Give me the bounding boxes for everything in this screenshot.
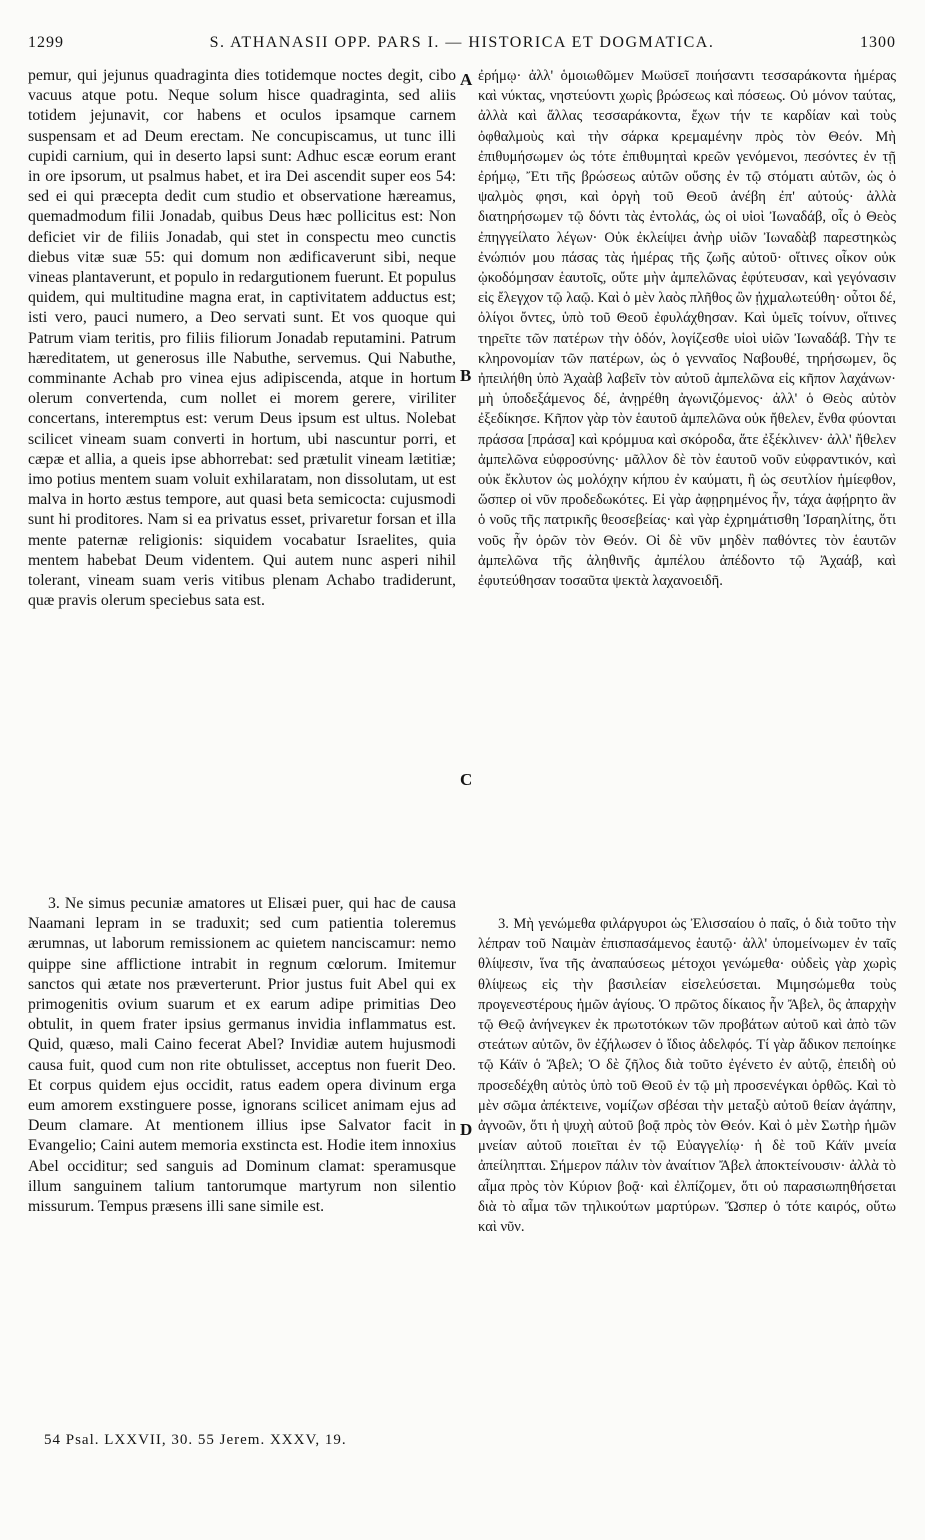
- greek-paragraph-1: ἐρήμῳ· ἀλλ' ὁμοιωθῶμεν Μωϋσεῖ ποιήσαντι τεσσαράκοντα ἡμέρας καὶ νύκτας, νηστεύοντι χωρὶς βρώσεως καὶ πόσεως. Οὐ μόνον ταύτας, ἀλλὰ καὶ ἄλλας τεσσαράκοντα, ἔχων τήν τε καρδίαν καὶ τοὺς ὀφθαλμοὺς καὶ τὴν σάρκα κρεμαμένην πρὸς τὸν Θεόν. Μὴ ἐπιθυμήσωμεν ὡς τότε ἐπιθυμηταὶ κρεῶν γενόμενοι, πεσόντες ἐν τῇ ἐρήμῳ, Ἔτι τῆς βρώσεως αὐτῶν οὔσης ἐν τῷ στόματι αὐτῶν, ὡς ὁ ψαλμὸς φησι, καὶ ὀργὴ τοῦ Θεοῦ ἀνέβη ἐπ' αὐτούς· ἀλλὰ διατηρήσωμεν τῷ δόντι τὰς ἐντολάς, ὡς οἱ υἱοὶ Ἰωναδάβ, οἷς ὁ Θεὸς ἐπηγγείλατο λέγων· Οὐκ ἐκλείψει ἀνὴρ υἱῶν Ἰωναδὰβ παρεστηκὼς ἐνώπιόν μου πάσας τὰς ἡμέρας τῆς ζωῆς αὐτοῦ· οἵτινες οἶκον οὐκ ᾠκοδόμησαν ἑαυτοῖς, οὔτε μὴν ἀμπελῶνας ἐφύτευσαν, καὶ γεγόνασιν εἰς ἔλεγχον τῷ λαῷ. Καὶ ὁ μὲν λαὸς πλῆθος ὢν ᾐχμαλωτεύθη· οὗτοι δέ, ὀλίγοι ὄντες, ὑπὸ τοῦ Θεοῦ ἐφυλάχθησαν. Καὶ ὑμεῖς τοίνυν, οἵτινες τηρεῖτε τῶν πατέρων τὴν ὁδόν, λογίζεσθε υἱοὶ υἱῶν Ἰωναδάβ. Τὴν τε κληρονομίαν τῶν πατέρων, ὡς ὁ γενναῖος Ναβουθέ, τηρήσωμεν, ὃς ἠπειλήθη ὑπὸ Ἀχαὰβ λαβεῖν τὸν αὐτοῦ ἀμπελῶνα εἰς κῆπον λαχάνων· μὴ ὑποδεξάμενος δέ, ἀνῃρέθη ἀγωνιζόμενος· ἀλλ' ὁ Θεὸς αὐτὸν ἐξεδίκησε. Κῆπον γὰρ τὸν ἑαυτοῦ ἀμπελῶνα οὐκ ἤθελεν, ἔνθα φύονται πράσσα [πράσα] καὶ κρόμμυα καὶ σκόροδα, ἅτε ἐξέκλινεν· ἀλλ' ἤθελεν ἀμπελῶνα εὐφροσύνης· μᾶλλον δὲ τὸν ἑαυτοῦ νοῦν εὐφραντικόν, καὶ οὐκ ἔκλυτον ὡς μολόχην κήπου ἐν καύματι, ἢ ὡς σευτλίον ἡμίεφθον, ὥσπερ οἱ νῦν προδεδωκότες. Εἰ γὰρ ἀφῃρημένος ἦν, τάχα ἀφῄρητο ἂν ὁ νοῦς τῆς πατρικῆς θεοσεβείας· καὶ γὰρ ἐχρημάτισθη Ἰσραηλίτης, ὅτι νοῦς ἦν ὁρῶν τὸν Θεόν. Οἱ δὲ νῦν μηδὲν παθόντες τὸν ἑαυτῶν ἀμπελῶνα τῆς ἀληθινῆς ἀμπέλου ἀπέδοντο τῷ Ἀχαάβ, καὶ ἐφυτεύθησαν τοσαῦτα ψεκτὰ λαχανοειδῆ.: [478, 68, 896, 590]
- running-title: S. ATHANASII OPP. PARS I. — HISTORICA ET DOGMATICA.: [209, 34, 715, 51]
- margin-letter-d: D: [460, 1120, 473, 1139]
- footnote: 54 Psal. LXXVII, 30. 55 Jerem. XXXV, 19.: [44, 1432, 347, 1448]
- latin-paragraph-1: pemur, qui jejunus quadraginta dies totidemque noctes degit, cibo vacuus atque potu. Neque solum hisce quadraginta, sed aliis totidem jejunavit, cor habens et oculos ipsamque carnem suspensam et ad Deum erectam. Ne concupiscamus, ut tunc illi cupidi carnium, qui in deserto lapsi sunt: Adhuc escæ eorum erant in ore ipsorum, ut psalmus habet, et ira Dei ascendit super eos 54: sed ei qui præcepta dedit cum studio et observatione hæreamus, quemadmodum filii Jonadab, quibus Deus hæc pollicitus est: Non deficiet vir de filiis Jonadab, qui stet in conspectu meo cunctis diebus vitæ suæ 55: qui domum non ædificaverunt sibi, neque vineas plantaverunt, et populo in redargutionem fuerunt. Et populus quidem, qui multitudine magna erat, in captivitatem adductus est; isti vero, pauci numero, a Deo servati sunt. Et vos quoque qui Patrum viam teritis, pro filiis filiorum Jonadab reputamini. Patrum hæreditatem, ut generosus ille Nabuthe, servemus. Qui Nabuthe, comminante Achab pro vinea ejus adipiscenda, atque in hortum olerum convertenda, cum nollet ei morem gerere, viriliter concertans, interemptus est: verum Deus ipsum est ultus. Nolebat scilicet vineam suam converti in hortum, ubi nascuntur porri, et cæpæ et allia, a queis ipse abhorrebat: sed prætulit vineam lætitiæ; imo potius mentem suam voluit exhilaratam, non dissolutam, ut est malva in horto æstus tempore, aut quasi beta semicocta: cujusmodi sunt hi proditores. Nam si ea privatus esset, privaretur forsan et illa mente paternæ religionis: siquidem vocabatur Israelites, quia mentem habebat Deum videntem. Qui autem nunc asperi nihil tolerant, vineam suam veris vitibus plenam Achabo tradiderunt, quæ pravis olerum speciebus sata est.: [28, 67, 456, 610]
- latin-column: [28, 66, 456, 1217]
- page-number-left: 1299: [28, 34, 64, 51]
- margin-letter-b: B: [460, 366, 472, 385]
- greek-column: [478, 66, 896, 1237]
- margin-letter-a: A: [460, 70, 473, 89]
- page-number-right: 1300: [860, 34, 896, 51]
- greek-paragraph-2: 3. Μὴ γενώμεθα φιλάργυροι ὡς Ἐλισσαίου ὁ παῖς, ὁ διὰ τοῦτο τὴν λέπραν τοῦ Ναιμὰν ἐπισπασάμενος ἑαυτῷ· ἀλλ' ὑπομείνωμεν ἐν ταῖς θλίψεσιν, ἵνα τῆς ἀναπαύσεως μέτοχοι γενώμεθα· οὐδεὶς γὰρ χωρὶς θλίψεως εἰς τὴν βασιλείαν εἰσελεύσεται. Μιμησώμεθα τοὺς προγενεστέρους ἡμῶν ἁγίους. Ὁ πρῶτος δίκαιος ἦν Ἄβελ, ὃς ἀπαρχὴν τῷ Θεῷ ἀνήνεγκεν ἐκ πρωτοτόκων τῶν προβάτων αὐτοῦ καὶ ἀπὸ τῶν στεάτων αὐτῶν, ὃν ἐζήλωσεν ὁ ἴδιος ἀδελφός. Τί γὰρ ἄδικον πεποίηκε τῷ Κάϊν ὁ Ἄβελ; Ὁ δὲ ζῆλος διὰ τοῦτο ἐγένετο ἐν αὐτῷ, ἐπειδὴ οὐ προσεδέχθη αὐτὸς ὑπὸ τοῦ Θεοῦ ἐν τῷ μὴ προσενέγκαι ὀρθῶς. Καὶ τὸ μὲν σῶμα ἀπέκτεινε, νομίζων σβέσαι τὴν μεταξὺ αὐτοῦ θείαν ἀγάπην, ἀγνοῶν, ὅτι ἡ ψυχὴ αὐτοῦ βοᾷ πρὸς τὸν Θεόν. Καὶ ὁ μὲν Σωτὴρ ἡμῶν μνείαν αὐτοῦ ποιεῖται ἐν τῷ Εὐαγγελίῳ· ἡ δὲ τοῦ Κάϊν μνεία ἀπείληπται. Σήμερον πάλιν τὸν ἀναίτιον Ἄβελ ἀποκτείνουσιν· ἀλλὰ τὸ αἷμα πρὸς τὸν Κύριον βοᾷ· καὶ ἐλπίζομεν, ὅτι οὐ παρασιωπηθήσεται διὰ τὸ αἷμα τῶν τηλικούτων μαρτύρων. Ὥσπερ ὁ τότε καιρός, οὕτω καὶ νῦν.: [478, 916, 896, 1236]
- running-header: [28, 34, 896, 56]
- margin-letter-c: C: [460, 770, 473, 789]
- latin-paragraph-2: 3. Ne simus pecuniæ amatores ut Elisæi puer, qui hac de causa Naamani lepram in se traduxit; sed cum patientia toleremus ærumnas, ut laborum remissionem ac quietem nanciscamur: nemo quippe sine afflictione intrabit in regnum cœlorum. Imitemur sanctos qui ætate nos præverterunt. Prior justus fuit Abel qui ex primogenitis ovium suarum et ex earum adipe primitias Deo obtulit, in quem frater ipsius germanus invidia inflammatus est. Quid, quæso, mali Caino fecerat Abel? Invidiæ autem hujusmodi causa fuit, quod cum non rite obtulisset, acceptus non fuerit Deo. Et corpus quidem ejus occidit, ratus eadem opera divinum erga eum amorem exstinguere posse, ignorans scilicet animam ejus ad Deum clamare. At mentionem illius ipse Salvator facit in Evangelio; Caini autem memoria exstincta est. Hodie item innoxius Abel occiditur; sed sanguis ad Dominum clamat: speramusque illum sanguinem talium tantorumque martyrum non silentio missurum. Tempus præsens illi sane simile est.: [28, 895, 456, 1216]
